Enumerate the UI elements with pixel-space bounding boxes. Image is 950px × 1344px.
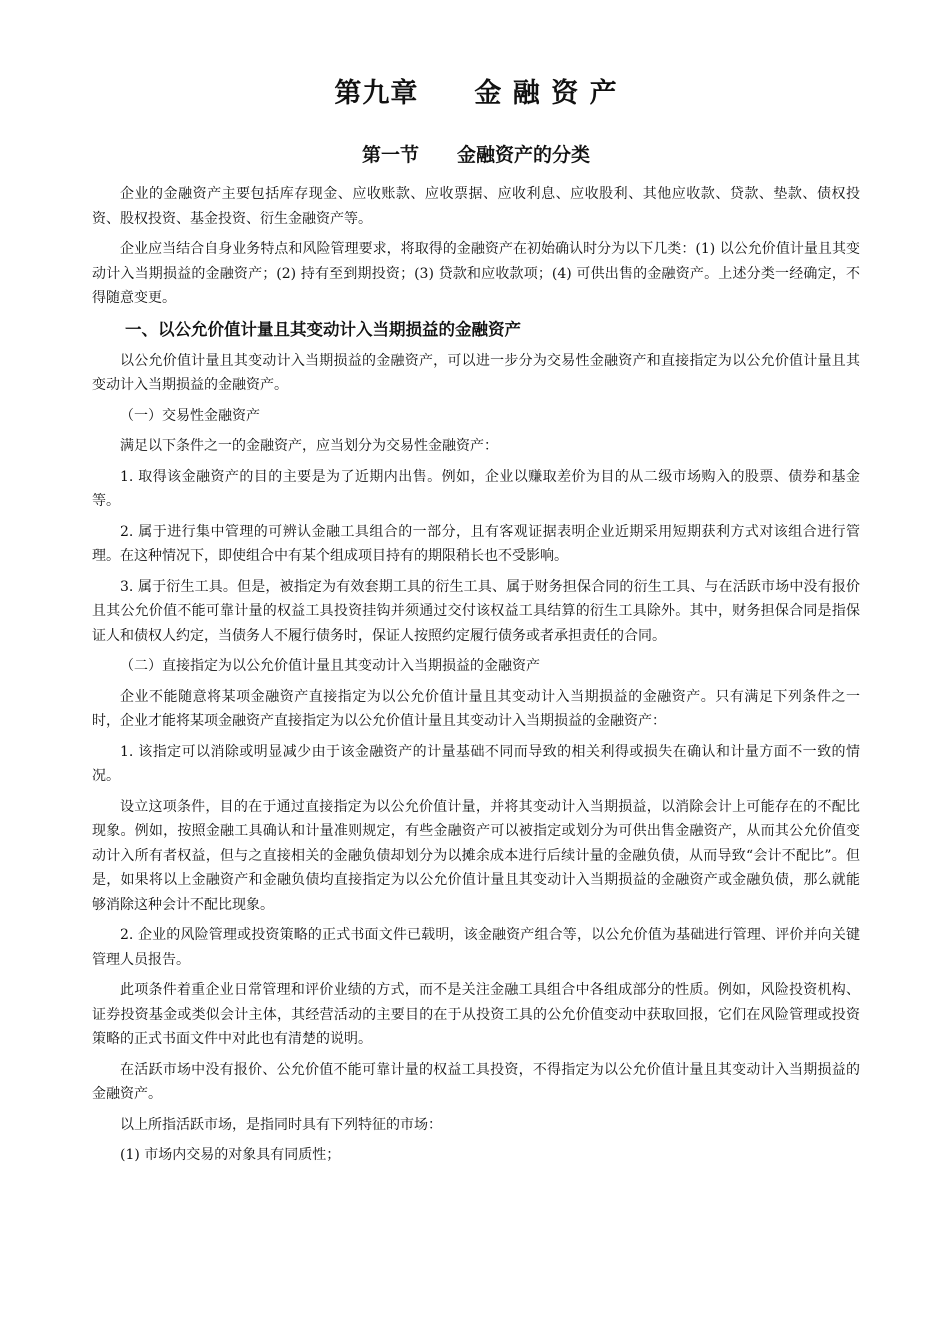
paragraph: 企业不能随意将某项金融资产直接指定为以公允价值计量且其变动计入当期损益的金融资产。只有满足下列条件之一时，企业才能将某项金融资产直接指定为以公允价值计量且其变动计入当期损益的金融资产：	[92, 688, 860, 729]
list-item: 1. 该指定可以消除或明显减少由于该金融资产的计量基础不同而导致的相关利得或损失在确认和计量方面不一致的情况。	[92, 743, 860, 784]
paragraph: 此项条件着重企业日常管理和评价业绩的方式，而不是关注金融工具组合中各组成部分的性质。例如，风险投资机构、证券投资基金或类似会计主体，其经营活动的主要目的在于从投资工具的公允价值变动中获取回报，它们在风险管理或投资策略的正式书面文件中对此也有清楚的说明。	[92, 982, 860, 1047]
paragraph: 企业应当结合自身业务特点和风险管理要求，将取得的金融资产在初始确认时分为以下几类：(1) 以公允价值计量且其变动计入当期损益的金融资产；(2) 持有至到期投资；(3) 贷款和应收款项；(4) 可供出售的金融资产。上述分类一经确定，不得随意变更。	[92, 241, 860, 306]
subheading: （一）交易性金融资产	[120, 407, 260, 424]
chapter-title: 第九章 金 融 资 产	[334, 78, 618, 109]
paragraph: 满足以下条件之一的金融资产，应当划分为交易性金融资产：	[120, 438, 498, 454]
paragraph: 以公允价值计量且其变动计入当期损益的金融资产，可以进一步分为交易性金融资产和直接指定为以公允价值计量且其变动计入当期损益的金融资产。	[92, 352, 860, 393]
list-item: 2. 属于进行集中管理的可辨认金融工具组合的一部分，且有客观证据表明企业近期采用短期获利方式对该组合进行管理。在这种情况下，即使组合中有某个组成项目持有的期限稍长也不受影响。	[92, 523, 860, 564]
paragraph: 企业的金融资产主要包括库存现金、应收账款、应收票据、应收利息、应收股利、其他应收款、贷款、垫款、债权投资、股权投资、基金投资、衍生金融资产等。	[92, 186, 860, 227]
list-item: 3. 属于衍生工具。但是，被指定为有效套期工具的衍生工具、属于财务担保合同的衍生工具、与在活跃市场中没有报价且其公允价值不能可靠计量的权益工具投资挂钩并须通过交付该权益工具结算的衍生工具除外。其中，财务担保合同是指保证人和债权人约定，当债务人不履行债务时，保证人按照约定履行债务或者承担责任的合同。	[92, 578, 860, 644]
list-item: 2. 企业的风险管理或投资策略的正式书面文件已载明，该金融资产组合等，以公允价值为基础进行管理、评价并向关键管理人员报告。	[92, 927, 860, 968]
list-item: 1. 取得该金融资产的目的主要是为了近期内出售。例如，企业以赚取差价为目的从二级市场购入的股票、债券和基金等。	[92, 468, 860, 509]
heading: 一、以公允价值计量且其变动计入当期损益的金融资产	[125, 319, 521, 339]
paragraph: 以上所指活跃市场，是指同时具有下列特征的市场：	[120, 1116, 442, 1133]
body-text	[92, 182, 860, 1174]
paragraph: 在活跃市场中没有报价、公允价值不能可靠计量的权益工具投资，不得指定为以公允价值计量且其变动计入当期损益的金融资产。	[92, 1061, 860, 1102]
subheading: （二）直接指定为以公允价值计量且其变动计入当期损益的金融资产	[120, 658, 540, 674]
paragraph: 设立这项条件，目的在于通过直接指定为以公允价值计量，并将其变动计入当期损益，以消除会计上可能存在的不配比现象。例如，按照金融工具确认和计量准则规定，有些金融资产可以被指定或划分为可供出售金融资产，从而其公允价值变动计入所有者权益，但与之直接相关的金融负债却划分为以摊余成本进行后续计量的金融负债，从而导致“会计不配比”。但是，如果将以上金融资产和金融负债均直接指定为以公允价值计量且其变动计入当期损益的金融资产或金融负债，那么就能够消除这种会计不配比现象。	[92, 798, 860, 913]
list-item: (1) 市场内交易的对象具有同质性；	[120, 1147, 341, 1163]
section-title: 第一节 金融资产的分类	[361, 144, 590, 166]
